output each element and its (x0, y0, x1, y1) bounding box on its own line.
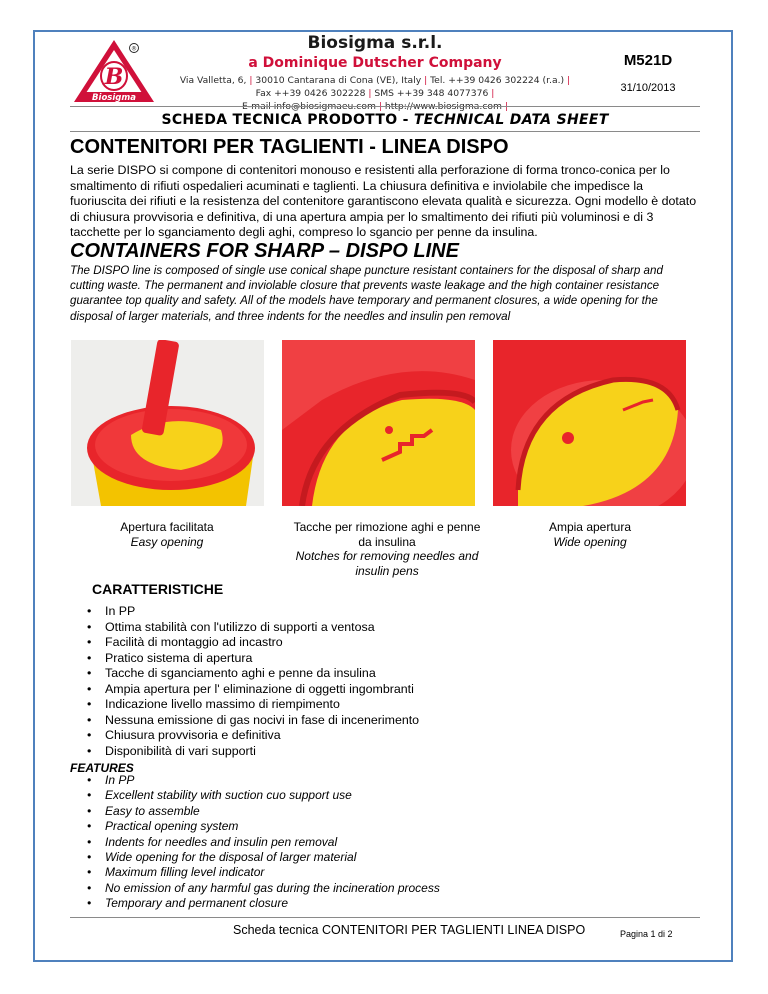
list-item: • Ampia apertura per l' eliminazione di oggetti ingombranti (70, 682, 419, 698)
caption-wide-opening: Ampia apertura Wide opening (548, 520, 632, 549)
footer-divider (70, 917, 700, 918)
page-number: Pagina 1 di 2 (620, 929, 673, 939)
list-item: • Disponibilità di vari supporti (70, 744, 419, 760)
logo-registered-mark: ® (131, 45, 137, 53)
document-date: 31/10/2013 (620, 82, 676, 94)
list-item: • Maximum filling level indicator (70, 865, 440, 880)
biosigma-logo (72, 38, 156, 104)
company-header (165, 33, 585, 113)
italian-description: La serie DISPO si compone di contenitori monouso e resistenti alla perforazione di forma tronco-conica per lo smaltimento di rifiuti ospedalieri acuminati e taglienti. La chiusura definitiva e inviolabile che impedisce la fuoriuscita dei rifiuti e la resistenza del contenitore garantiscono elevata qualità e sicurezza. Ogni modello è dotato di chiusura provvisoria e definitiva, di una apertura ampia per lo smaltimento dei rifiuti più voluminosi e di 3 tacchette per lo sganciamento degli aghi, compreso lo sgancio per penne da insulina. (70, 163, 697, 240)
logo-word: Biosigma (92, 93, 136, 103)
company-address (165, 74, 585, 113)
list-item: • In PP (70, 773, 440, 788)
features-it-list (70, 604, 419, 759)
title-divider (70, 131, 700, 132)
document-code: M521D (623, 52, 673, 69)
footer-text: Scheda tecnica CONTENITORI PER TAGLIENTI LINEA DISPO (233, 923, 586, 937)
features-en-list (70, 773, 440, 912)
italian-title: CONTENITORI PER TAGLIENTI - LINEA DISPO (70, 136, 509, 158)
company-name: Biosigma s.r.l. (307, 33, 443, 53)
sheet-title: SCHEDA TECNICA PRODOTTO - TECHNICAL DATA SHEET (161, 112, 609, 128)
features-en-title: FEATURES (70, 761, 134, 775)
list-item: • No emission of any harmful gas during the incineration process (70, 881, 440, 896)
english-title: CONTAINERS FOR SHARP – DISPO LINE (70, 240, 459, 262)
list-item: • Facilità di montaggio ad incastro (70, 635, 419, 651)
photo-notches (282, 340, 475, 506)
list-item: • Chiusura provvisoria e definitiva (70, 728, 419, 744)
header-divider (70, 106, 700, 107)
list-item: • Ottima stabilità con l'utilizzo di supporti a ventosa (70, 620, 419, 636)
caption-notches: Tacche per rimozione aghi e penne da insulina Notches for removing needles and insulin pens (293, 520, 481, 578)
list-item: • Indents for needles and insulin pen removal (70, 835, 440, 850)
list-item: • Nessuna emissione di gas nocivi in fase di incenerimento (70, 713, 419, 729)
list-item: • Practical opening system (70, 819, 440, 834)
caption-easy-opening: Apertura facilitata Easy opening (120, 520, 214, 549)
list-item: • In PP (70, 604, 419, 620)
address-line-2: Fax ++39 0426 302228 | SMS ++39 348 4077376 | (255, 88, 495, 99)
address-line-1: Via Valletta, 6, | 30010 Cantarana di Cona (VE), Italy | Tel. ++39 0426 302224 (r.a.) | (179, 75, 571, 86)
english-description: The DISPO line is composed of single use conical shape puncture resistant containers for the disposal of sharp and cutting waste. The permanent and inviolable closure that prevents waste leakage and the high container resistance guarantee top quality and safety. All of the models have temporary and permanent closures, a wide opening for the disposal of larger materials, and three indents for the needles and insulin pen removal (70, 264, 663, 323)
list-item: • Wide opening for the disposal of larger material (70, 850, 440, 865)
list-item: • Excellent stability with suction cuo support use (70, 788, 440, 803)
features-it-title: CARATTERISTICHE (92, 581, 224, 597)
list-item: • Easy to assemble (70, 804, 440, 819)
logo-letter: B (104, 64, 124, 90)
photo-wide-opening (493, 340, 686, 506)
company-tagline: a Dominique Dutscher Company (248, 55, 502, 71)
list-item: • Temporary and permanent closure (70, 896, 440, 911)
list-item: • Tacche di sganciamento aghi e penne da insulina (70, 666, 419, 682)
list-item: • Indicazione livello massimo di riempimento (70, 697, 419, 713)
photo-easy-opening (71, 340, 264, 506)
list-item: • Pratico sistema di apertura (70, 651, 419, 667)
